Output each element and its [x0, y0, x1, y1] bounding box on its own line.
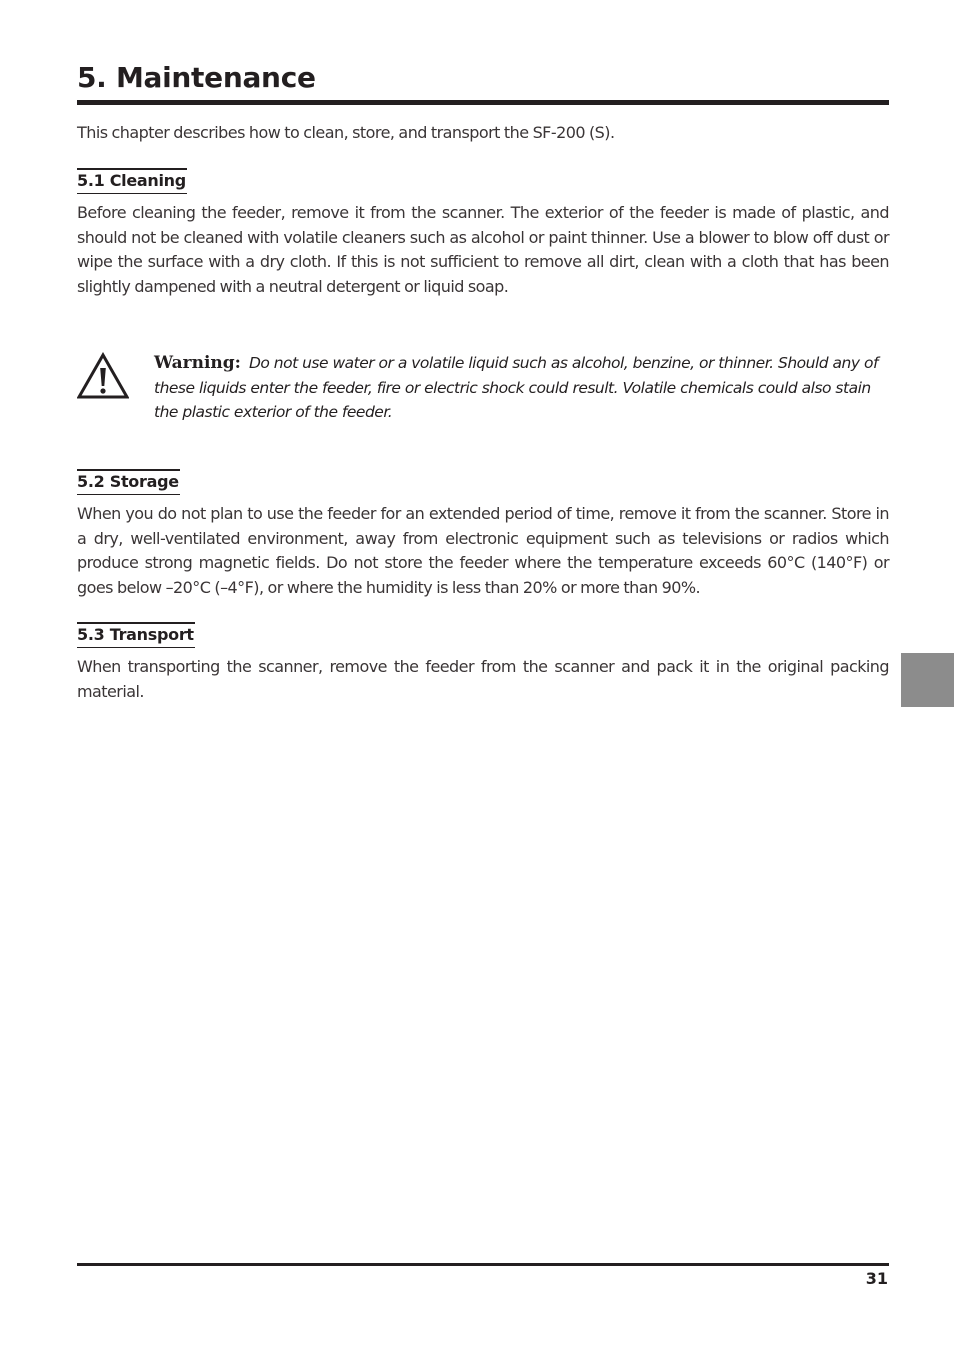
section-heading-storage: 5.2 Storage — [77, 469, 180, 495]
warning-body: Do not use water or a volatile liquid such as alcohol, benzine, or thinner. Should any of these liquids enter the feeder, fire or electric shock could result. Volatile chemicals could also stain the plastic exterior of the feeder. — [154, 354, 878, 421]
chapter-title: 5. Maintenance — [77, 61, 316, 94]
section-body-cleaning: Before cleaning the feeder, remove it from the scanner. The exterior of the feeder is made of plastic, and should not be cleaned with volatile cleaners such as alcohol or paint thinner. Use a blower to blow off dust or wipe the surface with a dry cloth. If this is not sufficient to remove all dirt, clean with a cloth that has been slightly dampened with a neutral detergent or liquid soap. — [77, 203, 889, 296]
warning-notice — [154, 351, 889, 425]
footer-rule — [77, 1263, 889, 1266]
title-rule-thick — [77, 100, 889, 105]
section-heading-transport: 5.3 Transport — [77, 622, 195, 648]
section-heading-cleaning: 5.1 Cleaning — [77, 168, 187, 194]
chapter-intro: This chapter describes how to clean, store, and transport the SF-200 (S). — [77, 123, 615, 142]
section-body-transport: When transporting the scanner, remove the feeder from the scanner and pack it in the original packing material. — [77, 657, 889, 701]
warning-triangle-icon — [77, 352, 129, 400]
section-body-storage: When you do not plan to use the feeder for an extended period of time, remove it from the scanner. Store in a dry, well-ventilated environment, away from electronic equipment such as televisions or radios which produce strong magnetic fields. Do not store the feeder where the temperature exceeds 60°C (140°F) or goes below –20°C (–4°F), or where the humidity is less than 20% or more than 90%. — [77, 504, 889, 597]
chapter-side-tab — [901, 653, 954, 707]
warning-label: Warning: — [154, 353, 241, 373]
page-number: 31 — [865, 1269, 888, 1288]
